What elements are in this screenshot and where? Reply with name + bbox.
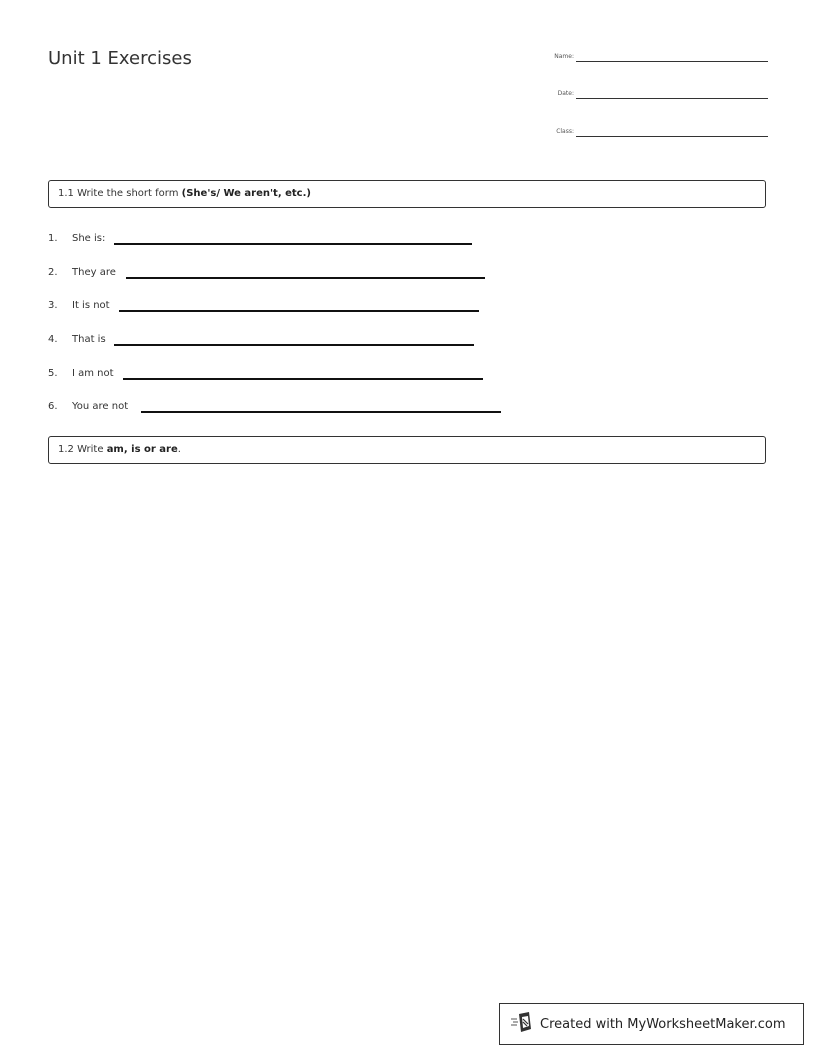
answer-line[interactable] — [114, 243, 472, 245]
section-1-1-instructions — [48, 180, 766, 208]
item-number: 2. — [48, 267, 58, 278]
section-number: 1.2 — [58, 444, 74, 455]
item-number: 3. — [48, 300, 58, 311]
class-field[interactable] — [540, 123, 768, 137]
date-line[interactable] — [576, 98, 768, 99]
date-field[interactable] — [540, 85, 768, 99]
item-prompt: I am not — [72, 368, 114, 379]
section-1-2-instructions: 1.2 Write am, is or are. — [48, 436, 766, 464]
name-field[interactable] — [540, 48, 768, 62]
class-line[interactable] — [576, 136, 768, 137]
item-prompt: That is — [72, 334, 106, 345]
answer-line[interactable] — [141, 411, 501, 413]
date-label: Date: — [557, 90, 574, 97]
answer-line[interactable] — [126, 277, 485, 279]
name-line[interactable] — [576, 61, 768, 62]
item-prompt: She is: — [72, 233, 106, 244]
section-number: 1.1 — [58, 188, 74, 199]
item-number: 6. — [48, 401, 58, 412]
section-bold-text: (She's/ We aren't, etc.) — [181, 188, 311, 199]
class-label: Class: — [556, 128, 574, 135]
answer-line[interactable] — [114, 344, 474, 346]
item-prompt: They are — [72, 267, 116, 278]
name-label: Name: — [554, 53, 574, 60]
section-text: Write — [77, 444, 104, 455]
worksheet-title: Unit 1 Exercises — [48, 48, 192, 69]
item-prompt: You are not — [72, 401, 129, 412]
item-number: 5. — [48, 368, 58, 379]
answer-line[interactable] — [119, 310, 479, 312]
footer-text: Created with MyWorksheetMaker.com — [540, 1016, 786, 1032]
item-number: 4. — [48, 334, 58, 345]
worksheet-maker-logo-icon — [510, 1011, 540, 1037]
footer-attribution[interactable] — [499, 1003, 804, 1045]
section-text: Write the short form — [77, 188, 179, 199]
item-prompt: It is not — [72, 300, 110, 311]
section-bold-text: am, is or are — [106, 444, 178, 455]
item-number: 1. — [48, 233, 58, 244]
answer-line[interactable] — [123, 378, 483, 380]
